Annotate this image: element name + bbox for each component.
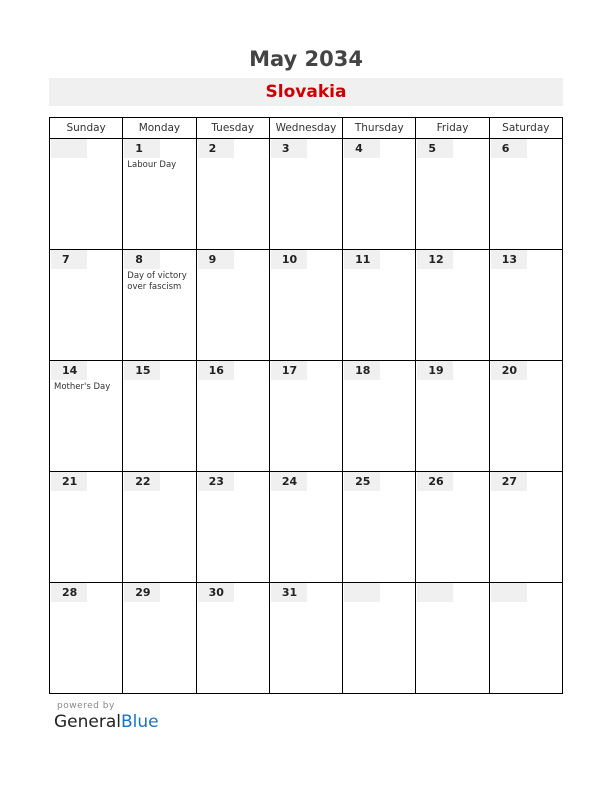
day-number: 29 [124, 583, 160, 602]
page-title: May 2034 [249, 47, 363, 71]
weekday-header: Wednesday [269, 118, 342, 139]
day-number: 20 [491, 361, 527, 380]
day-number: 16 [198, 361, 234, 380]
day-number: 14 [51, 361, 87, 380]
day-cell [343, 250, 416, 361]
holiday-label: Mother's Day [54, 382, 111, 392]
day-number: 2 [198, 139, 234, 158]
day-number: 4 [344, 139, 380, 158]
day-number: 21 [51, 472, 87, 491]
day-number: 13 [491, 250, 527, 269]
day-number: 1 [124, 139, 160, 158]
day-number: 7 [51, 250, 87, 269]
weekday-header: Sunday [50, 118, 123, 139]
day-number: 10 [271, 250, 307, 269]
week-row [50, 583, 563, 694]
day-number: 19 [417, 361, 453, 380]
day-cell [343, 139, 416, 250]
day-cell [269, 361, 342, 472]
day-number: 30 [198, 583, 234, 602]
day-cell [50, 583, 123, 694]
day-cell [123, 472, 196, 583]
weekday-header: Thursday [343, 118, 416, 139]
country-banner [49, 78, 563, 106]
day-cell [343, 472, 416, 583]
day-cell [50, 250, 123, 361]
generalblue-logo[interactable] [54, 712, 159, 732]
day-cell [269, 139, 342, 250]
day-number: 23 [198, 472, 234, 491]
day-cell [123, 361, 196, 472]
day-cell [416, 361, 489, 472]
day-cell [196, 583, 269, 694]
day-cell [343, 361, 416, 472]
day-number: 15 [124, 361, 160, 380]
day-number: 11 [344, 250, 380, 269]
day-cell [50, 361, 123, 472]
day-number [51, 139, 87, 158]
brand-general: General [54, 712, 121, 732]
day-number: 18 [344, 361, 380, 380]
day-number: 26 [417, 472, 453, 491]
country-name: Slovakia [265, 82, 347, 102]
week-row [50, 361, 563, 472]
day-cell [123, 139, 196, 250]
day-cell [489, 139, 562, 250]
week-row [50, 472, 563, 583]
day-cell [416, 139, 489, 250]
day-cell [269, 472, 342, 583]
day-cell [269, 583, 342, 694]
day-number [491, 583, 527, 602]
day-cell [123, 250, 196, 361]
day-number [417, 583, 453, 602]
day-cell [489, 361, 562, 472]
calendar-grid [49, 117, 563, 694]
day-cell [416, 472, 489, 583]
day-number: 9 [198, 250, 234, 269]
weekday-header: Monday [123, 118, 196, 139]
weekday-header: Friday [416, 118, 489, 139]
day-number: 8 [124, 250, 160, 269]
day-cell [489, 583, 562, 694]
day-cell [196, 472, 269, 583]
day-cell [343, 583, 416, 694]
day-number: 12 [417, 250, 453, 269]
holiday-label: Labour Day [127, 160, 177, 170]
day-number: 28 [51, 583, 87, 602]
day-cell [416, 583, 489, 694]
week-row [50, 139, 563, 250]
day-cell [196, 139, 269, 250]
day-cell [269, 250, 342, 361]
day-number [344, 583, 380, 602]
day-number: 31 [271, 583, 307, 602]
week-row [50, 250, 563, 361]
day-number: 6 [491, 139, 527, 158]
weekday-header: Tuesday [196, 118, 269, 139]
day-number: 3 [271, 139, 307, 158]
day-cell [50, 472, 123, 583]
day-cell [123, 583, 196, 694]
day-cell [196, 250, 269, 361]
day-cell [489, 472, 562, 583]
day-number: 27 [491, 472, 527, 491]
day-cell [489, 250, 562, 361]
brand-blue: Blue [121, 712, 159, 732]
holiday-label: Day of victory over fascism [127, 271, 187, 292]
powered-by-label: powered by [57, 701, 115, 711]
day-number: 25 [344, 472, 380, 491]
weekday-header: Saturday [489, 118, 562, 139]
day-number: 17 [271, 361, 307, 380]
day-cell [196, 361, 269, 472]
day-cell [416, 250, 489, 361]
day-number: 24 [271, 472, 307, 491]
day-number: 5 [417, 139, 453, 158]
day-cell [50, 139, 123, 250]
weekday-header-row [50, 118, 563, 139]
day-number: 22 [124, 472, 160, 491]
